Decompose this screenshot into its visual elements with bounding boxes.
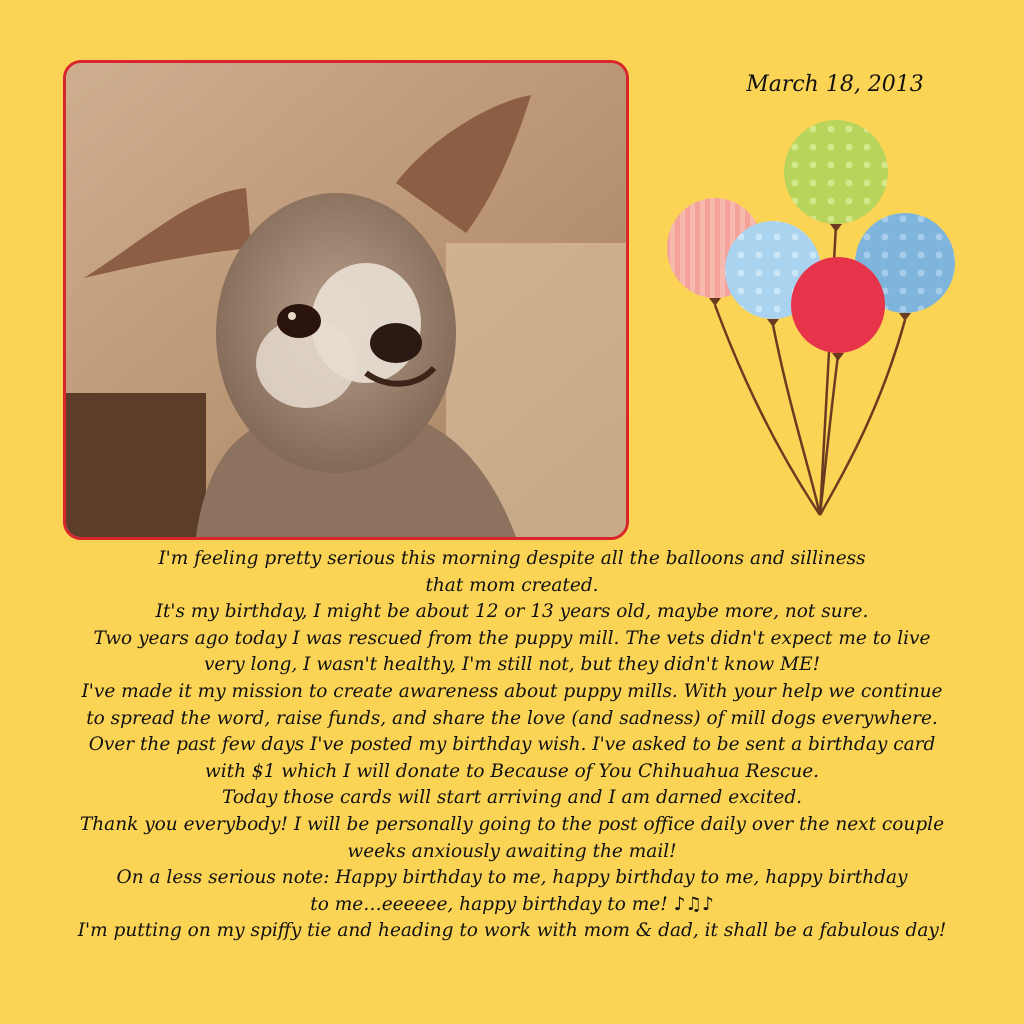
dog-photo: [63, 60, 629, 540]
story-line: I'm feeling pretty serious this morning despite all the balloons and silliness: [158, 548, 866, 569]
story-line: It's my birthday, I might be about 12 or 13 years old, maybe more, not sure.: [155, 601, 869, 623]
story-line: with $1 which I will donate to Because of You Chihuahua Rescue.: [204, 760, 820, 782]
balloons-icon: [660, 120, 960, 530]
story-line: very long, I wasn't healthy, I'm still not, but they didn't know ME!: [203, 654, 821, 676]
chihuahua-illustration: [66, 63, 626, 537]
story-line: Two years ago today I was rescued from the puppy mill. The vets didn't expect me to live: [93, 627, 931, 649]
story-line: weeks anxiously awaiting the mail!: [347, 840, 677, 862]
story-line: to me…eeeeee, happy birthday to me! ♪♫♪: [310, 893, 714, 915]
story-line: I'm putting on my spiffy tie and heading to work with mom & dad, it shall be a fabulous day!: [77, 920, 947, 942]
story-line: to spread the word, raise funds, and share the love (and sadness) of mill dogs everywhere.: [86, 707, 938, 729]
story-line: Over the past few days I've posted my birthday wish. I've asked to be sent a birthday card: [88, 734, 936, 756]
story-line: On a less serious note: Happy birthday to me, happy birthday to me, happy birthday: [116, 867, 908, 889]
birthday-story: [40, 546, 984, 945]
story-line: Today those cards will start arriving and I am darned excited.: [221, 787, 803, 809]
story-line: Thank you everybody! I will be personally going to the post office daily over the next couple: [79, 813, 945, 835]
story-line: that mom created.: [425, 574, 599, 596]
date-label: March 18, 2013: [746, 72, 924, 97]
story-line: I've made it my mission to create awareness about puppy mills. With your help we continue: [81, 680, 943, 702]
